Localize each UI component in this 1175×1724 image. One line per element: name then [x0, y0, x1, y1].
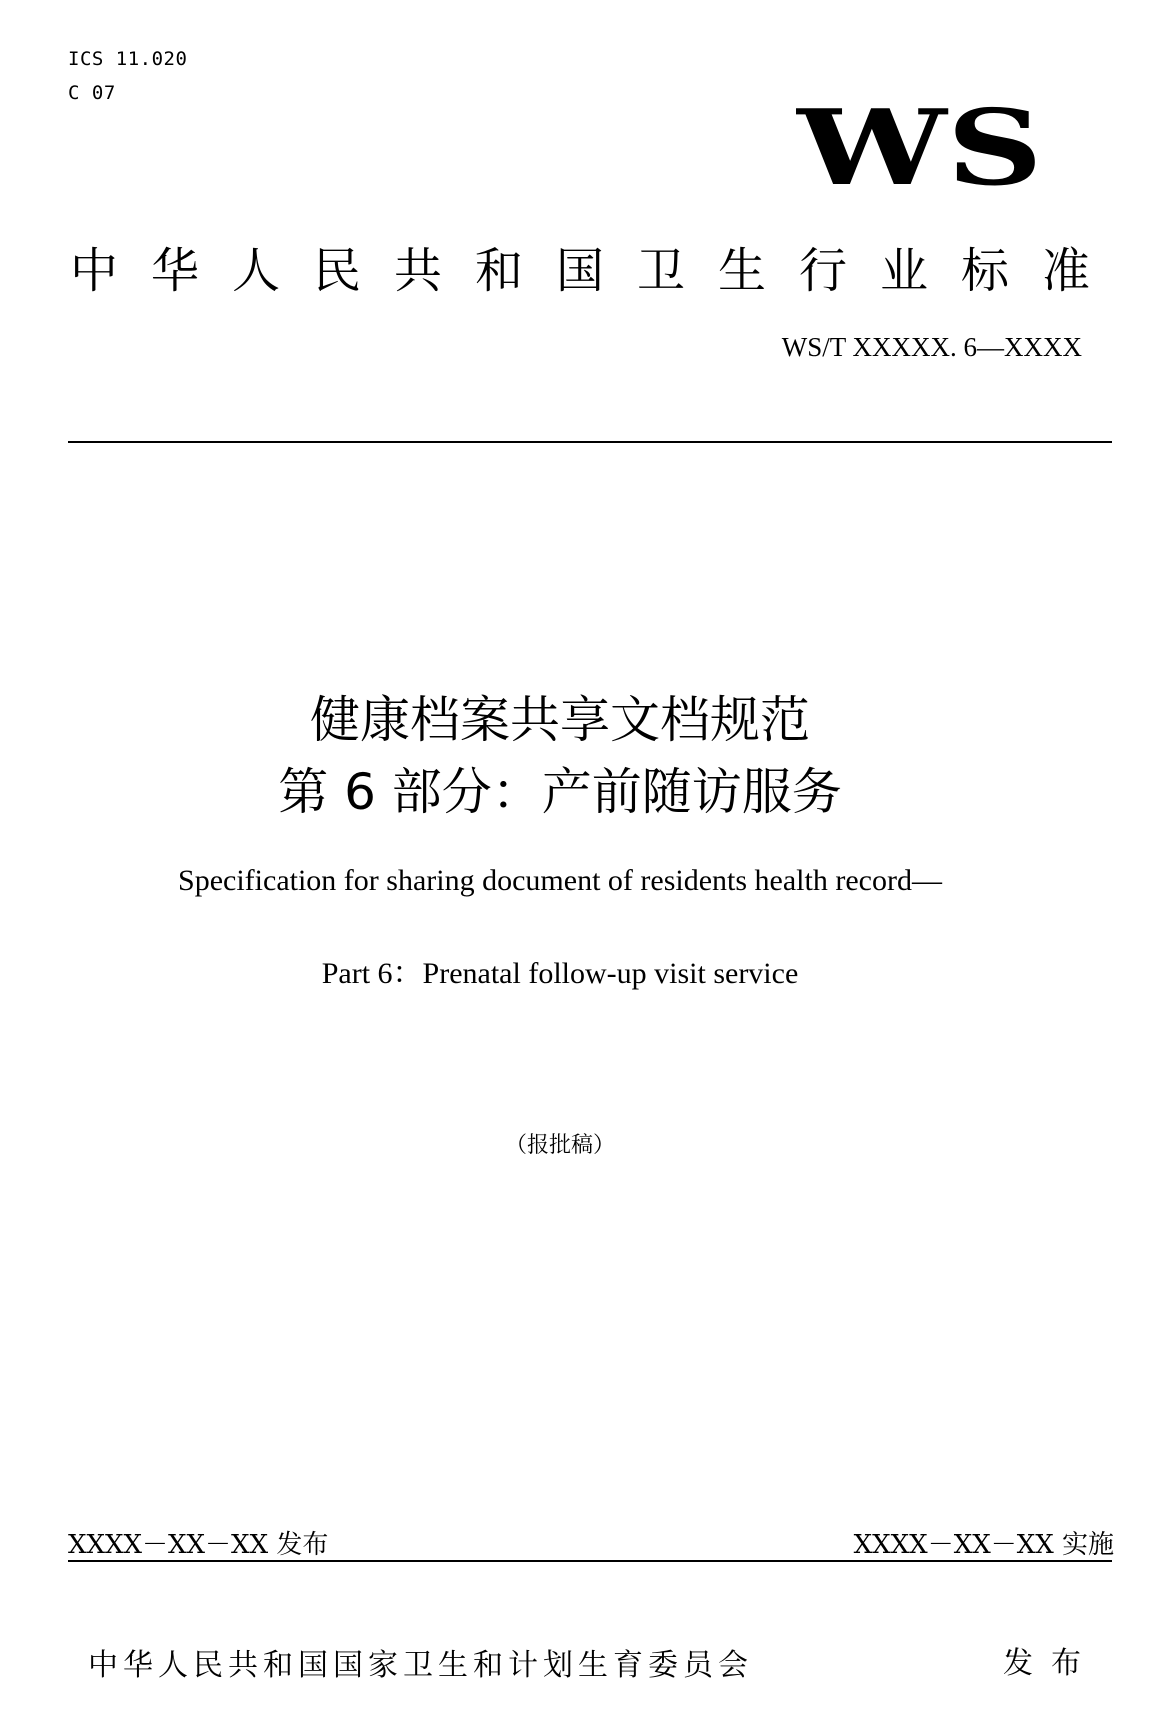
title-en-line2: Part 6：Prenatal follow-up visit service — [321, 957, 799, 990]
standard-category-title: 中华人民共和国卫生行业标准 — [70, 243, 1124, 299]
title-zh-line2: 第 6 部分：产前随访服务 — [278, 763, 842, 821]
standard-number: WS/T XXXXX. 6—XXXX — [781, 332, 1082, 362]
title-zh-line1: 健康档案共享文档规范 — [310, 691, 810, 749]
issue-date: XXXX－XX－XX 发布 — [68, 1530, 329, 1560]
issuing-authority: 中华人民共和国国家卫生和计划生育委员会 — [88, 1648, 753, 1683]
publish-label: 发布 — [1003, 1646, 1099, 1681]
ws-logo-text: WS — [797, 100, 1043, 200]
ws-logo — [770, 100, 1070, 200]
implementation-date: XXXX－XX－XX 实施 — [853, 1530, 1114, 1560]
ics-code: ICS 11.020 — [68, 48, 188, 70]
top-divider — [68, 441, 1112, 443]
ccs-code: C 07 — [68, 82, 116, 104]
title-en-line1: Specification for sharing document of residents health record— — [178, 864, 942, 897]
draft-status: （报批稿） — [504, 1133, 615, 1158]
bottom-divider — [68, 1560, 1112, 1562]
